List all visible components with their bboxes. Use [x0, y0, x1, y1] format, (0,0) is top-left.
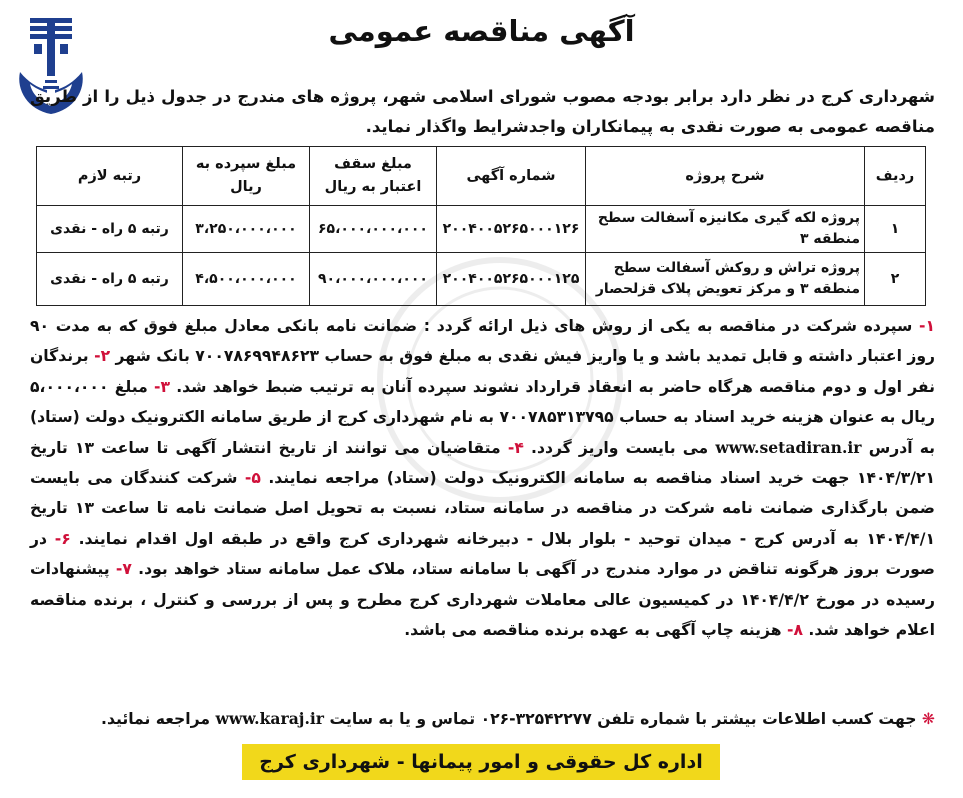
condition-text: شرکت کنندگان می بایست ضمن بارگذاری ضمانت نامه شرکت در مناقصه در سامانه ستاد، نسبت به تحویل اصل ضمانت نامه تا ساعت ۱۳ تاریخ ۱۴۰۴/۴/۱ به آدرس کرج - میدان توحید - بلوار بلال - دبیرخانه شهرداری کرج واقع در طبقه اول اقدام نمایند.	[30, 469, 935, 548]
cell-required-grade: رتبه ۵ راه - نقدی	[37, 253, 183, 306]
contact-text: جهت کسب اطلاعات بیشتر با شماره تلفن ۳۲۵۴۲۲۷۷-۰۲۶ تماس و یا به سایت	[329, 710, 917, 728]
condition-text: مبلغ ۵،۰۰۰،۰۰۰ ریال به عنوان هزینه خرید اسناد به حساب ۷۰۰۷۸۵۳۱۳۷۹۵ به نام شهرداری کرج از طریق سامانه الکترونیک دولت (ستاد) به آدرس	[30, 377, 936, 457]
cell-notice-number: ۲۰۰۴۰۰۵۲۶۵۰۰۰۱۲۵	[437, 253, 586, 306]
table-row	[37, 206, 926, 253]
table-row	[37, 253, 926, 306]
contact-text-end: مراجعه نمائید.	[101, 710, 210, 728]
cell-deposit-amount: ۳،۲۵۰،۰۰۰،۰۰۰	[183, 206, 310, 253]
cell-row-number: ۲	[865, 253, 926, 306]
condition-number: ۲-	[94, 347, 111, 366]
table-header-row	[37, 147, 926, 206]
col-header-credit-ceiling: مبلغ سقف اعتبار به ریال	[310, 147, 437, 206]
notice-intro: شهرداری کرج در نظر دارد برابر بودجه مصوب شورای اسلامی شهر، پروژه های مندرج در جدول ذیل را از طریق مناقصه عمومی به صورت نقدی به پیمانکاران واجدشرایط واگذار نماید.	[30, 87, 935, 136]
col-header-deposit-amount: مبلغ سپرده به ریال	[183, 147, 310, 206]
condition-number: ۳-	[153, 377, 170, 396]
condition-text: سپرده شرکت در مناقصه به یکی از روش های ذیل ارائه گردد : ضمانت نامه بانکی معادل مبلغ فوق که به مدت ۹۰ روز اعتبار داشته و قابل تمدید باشد و یا واریز فیش نقدی به مبلغ فوق به حساب ۷۰۰۷۸۶۹۹۴۸۶۲۳ بانک شهر	[30, 317, 935, 366]
condition-text: می بایست واریز گردد.	[531, 438, 709, 457]
cell-project-description: پروژه تراش و روکش آسفالت سطح منطقه ۳ و مرکز تعویض پلاک قزلحصار	[586, 253, 865, 306]
condition-text: هزینه چاپ آگهی به عهده برنده مناقصه می باشد.	[404, 621, 782, 640]
col-header-row-number: ردیف	[865, 147, 926, 206]
col-header-project-description: شرح پروژه	[586, 147, 865, 206]
condition-text: متقاضیان می توانند از تاریخ انتشار آگهی تا ساعت ۱۳ تاریخ ۱۴۰۴/۳/۲۱ جهت خرید اسناد مناقصه به سامانه الکترونیک دولت (ستاد) مراجعه نمایند.	[30, 438, 936, 488]
cell-credit-ceiling: ۹۰،۰۰۰،۰۰۰،۰۰۰	[310, 253, 437, 306]
condition-number: ۵-	[244, 469, 261, 488]
karaj-site-link[interactable]: www.karaj.ir	[215, 709, 325, 728]
footer-issuer: اداره کل حقوقی و امور پیمانها - شهرداری کرج	[242, 744, 720, 780]
condition-number: ۴-	[507, 438, 524, 457]
projects-table	[36, 146, 926, 306]
cell-row-number: ۱	[865, 206, 926, 253]
condition-number: ۱-	[918, 317, 935, 335]
cell-project-description: پروژه لکه گیری مکانیزه آسفالت سطح منطقه ۳	[586, 206, 865, 253]
setadiran-link[interactable]: www.setadiran.ir	[715, 437, 862, 457]
star-icon: ❋	[921, 710, 935, 728]
notice-conditions	[30, 311, 935, 645]
contact-info	[30, 705, 935, 733]
condition-number: ۶-	[54, 529, 71, 548]
cell-credit-ceiling: ۶۵،۰۰۰،۰۰۰،۰۰۰	[310, 206, 437, 253]
col-header-notice-number: شماره آگهی	[437, 147, 586, 206]
condition-text: برندگان نفر اول و دوم مناقصه هرگاه حاضر به انعقاد قرارداد نشوند سپرده آنان به ترتیب ضبط خواهد شد.	[30, 347, 935, 396]
condition-number: ۷-	[115, 560, 132, 579]
notice-title: آگهی مناقصه عمومی	[328, 14, 635, 48]
col-header-required-grade: رتبه لازم	[37, 147, 183, 206]
cell-required-grade: رتبه ۵ راه - نقدی	[37, 206, 183, 253]
condition-number: ۸-	[786, 621, 803, 640]
condition-text: پیشنهادات رسیده در مورخ ۱۴۰۴/۴/۲ در کمیسیون عالی معاملات شهرداری کرج مطرح و پس از بررسی و کنترل ، برنده مناقصه اعلام خواهد شد.	[30, 560, 935, 640]
cell-deposit-amount: ۴،۵۰۰،۰۰۰،۰۰۰	[183, 253, 310, 306]
cell-notice-number: ۲۰۰۴۰۰۵۲۶۵۰۰۰۱۲۶	[437, 206, 586, 253]
condition-text: در صورت بروز هرگونه تناقض در موارد مندرج در آگهی با سامانه ستاد، ملاک عمل سامانه ستاد خواهد بود.	[30, 529, 935, 579]
